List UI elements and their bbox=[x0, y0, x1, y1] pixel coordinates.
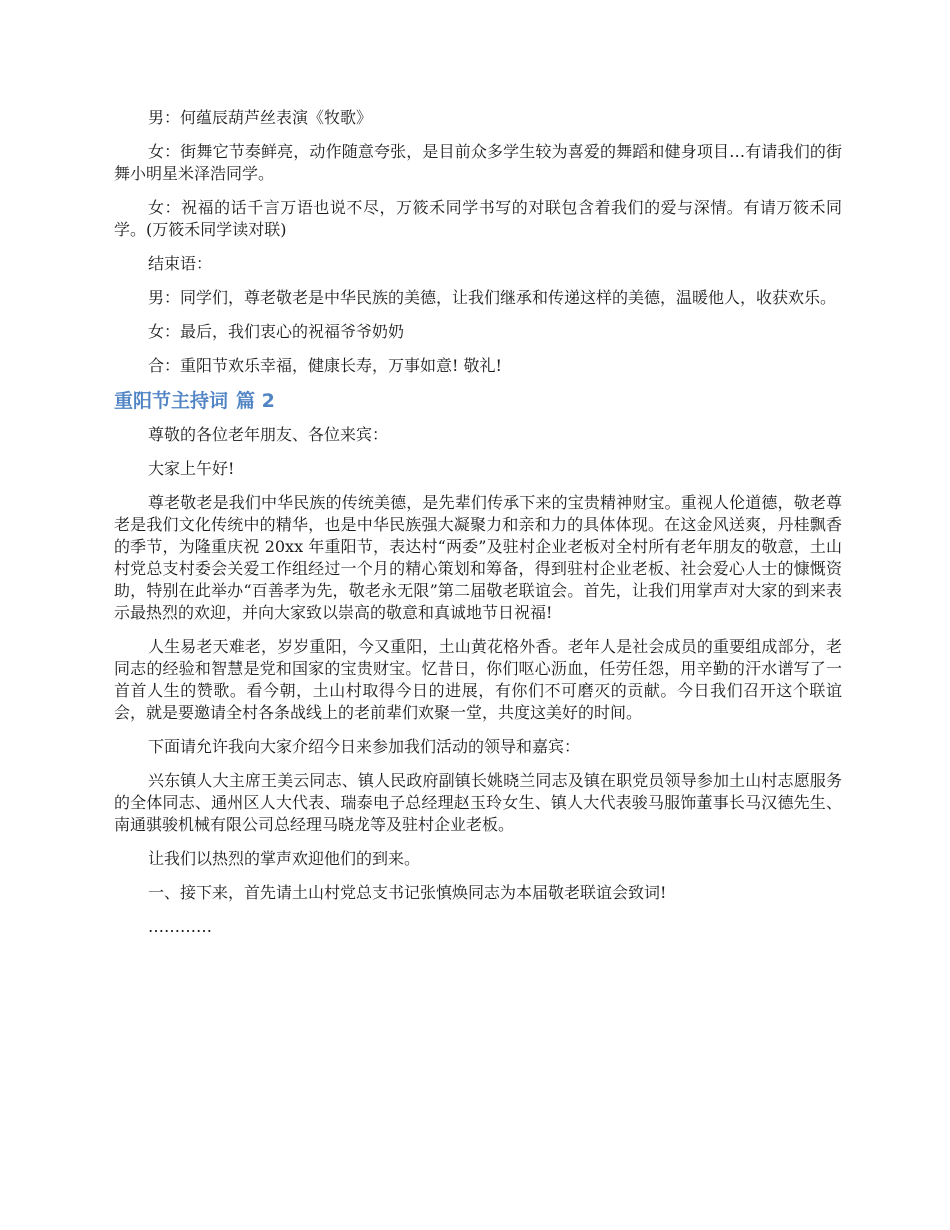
paragraph: 让我们以热烈的掌声欢迎他们的到来。 bbox=[148, 849, 421, 868]
paragraph: 女：祝福的话千言万语也说不尽，万筱禾同学书写的对联包含着我们的爱与深情。有请万筱禾同学。(万筱禾同学读对联) bbox=[114, 198, 842, 239]
paragraph: 男：同学们，尊老敬老是中华民族的美德，让我们继承和传递这样的美德，温暖他人，收获欢乐。 bbox=[148, 288, 837, 307]
paragraph: 下面请允许我向大家介绍今日来参加我们活动的领导和嘉宾： bbox=[148, 737, 581, 756]
paragraph: 合：重阳节欢乐幸福，健康长寿，万事如意! 敬礼! bbox=[148, 356, 502, 375]
paragraph: 尊老敬老是我们中华民族的传统美德，是先辈们传承下来的宝贵精神财宝。重视人伦道德，敬老尊老是我们文化传统中的精华，也是中华民族强大凝聚力和亲和力的具体体现。在这金风送爽，丹桂飘香的季节，为隆重庆祝 20xx 年重阳节，表达村“两委”及驻村企业老板对全村所有老年朋友的敬意，土山村党总支村委会关爱工作组经过一个月的精心策划和筹备，得到驻村企业老板、社会爱心人士的慷慨资助，特别在此举办“百善孝为先，敬老永无限”第二届敬老联谊会。首先，让我们用掌声对大家的到来表示最热烈的欢迎，并向大家致以崇高的敬意和真诚地节日祝福! bbox=[114, 493, 842, 622]
paragraph: 男：何蕴辰葫芦丝表演《牧歌》 bbox=[148, 108, 373, 127]
section-heading bbox=[114, 389, 842, 413]
ellipsis: ………… bbox=[148, 917, 212, 936]
paragraph: 兴东镇人大主席王美云同志、镇人民政府副镇长姚晓兰同志及镇在职党员领导参加土山村志愿服务的全体同志、通州区人大代表、瑞泰电子总经理赵玉玲女生、镇人大代表骏马服饰董事长马汉德先生、南通骐骏机械有限公司总经理马晓龙等及驻村企业老板。 bbox=[114, 771, 842, 834]
paragraph: 人生易老天难老，岁岁重阳，今又重阳，土山黄花格外香。老年人是社会成员的重要组成部分，老同志的经验和智慧是党和国家的宝贵财宝。忆昔日，你们呕心沥血，任劳任怨，用辛勤的汗水谱写了一首首人生的赞歌。看今朝，土山村取得今日的进展，有你们不可磨灭的贡献。今日我们召开这个联谊会，就是要邀请全村各条战线上的老前辈们欢聚一堂，共度这美好的时间。 bbox=[114, 637, 842, 722]
paragraph: 大家上午好! bbox=[148, 459, 235, 478]
paragraph: 女：最后，我们衷心的祝福爷爷奶奶 bbox=[148, 322, 405, 341]
paragraph: 结束语： bbox=[148, 254, 213, 273]
paragraph: 尊敬的各位老年朋友、各位来宾： bbox=[148, 425, 389, 444]
paragraph: 一、接下来，首先请土山村党总支书记张慎焕同志为本届敬老联谊会致词! bbox=[148, 883, 667, 902]
paragraph: 女：街舞它节奏鲜亮，动作随意夸张，是目前众多学生较为喜爱的舞蹈和健身项目…有请我们的街舞小明星米泽浩同学。 bbox=[114, 142, 842, 183]
section-heading-part: 篇 2 bbox=[236, 390, 275, 412]
document-page bbox=[114, 107, 842, 950]
section-heading-title: 重阳节主持词 bbox=[114, 390, 229, 412]
